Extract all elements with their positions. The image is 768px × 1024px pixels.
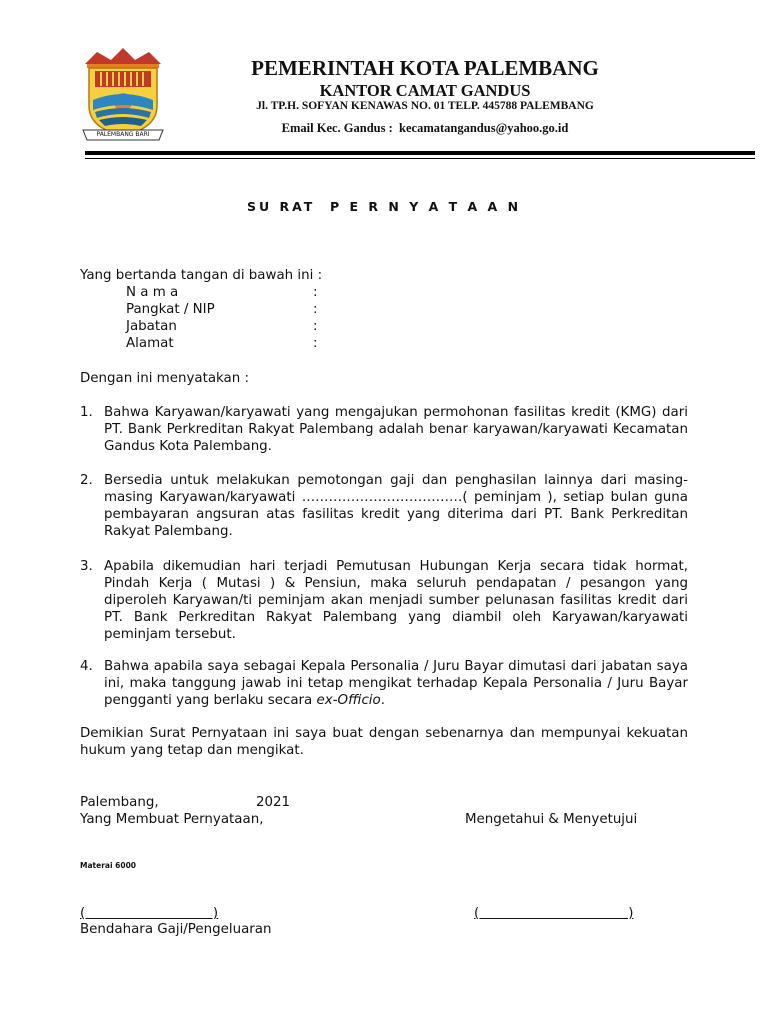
signature-right: ( ): [474, 906, 634, 921]
item-number: 1.: [80, 405, 93, 420]
field-pangkat-colon: :: [313, 302, 318, 317]
item-number: 2.: [80, 473, 93, 488]
approver-label: Mengetahui & Menyetujui: [465, 812, 638, 827]
item-text-main: Bahwa apabila saya sebagai Kepala Personalia / Juru Bayar dimutasi dari jabatan saya ini, maka tanggung jawab ini tetap mengikat terhadap Kepala Personalia / Juru Bayar pengganti yang berlaku secara: [104, 659, 688, 708]
letterhead-address: Jl. TP.H. SOFYAN KENAWAS NO. 01 TELP. 445788 PALEMBANG: [256, 100, 594, 112]
place-text: Palembang,: [80, 795, 159, 810]
declare-text: Dengan ini menyatakan :: [80, 371, 250, 386]
email-address: kecamatangandus@yahoo.go.id: [399, 121, 569, 135]
signature-left: ( ): [80, 906, 219, 921]
field-pangkat-label: Pangkat / NIP: [126, 302, 215, 317]
letterhead-government: PEMERINTAH KOTA PALEMBANG: [251, 56, 599, 80]
field-nama-colon: :: [313, 285, 318, 300]
item-text: Apabila dikemudian hari terjadi Pemutusan Hubungan Kerja secara tidak hormat, Pindah Kerja ( Mutasi ) & Pensiun, maka seluruh pendapatan / pesangon yang diperoleh Karyawan/ti peminjam akan menjadi sumber pelunasan fasilitas kredit dari PT. Bank Perkreditan Rakyat Palembang yang diambil oleh Karyawan/karyawati peminjam tersebut.: [104, 559, 688, 642]
item-text: [104, 658, 688, 709]
stamp-label: Materai 6000: [80, 861, 137, 870]
field-nama-label: N a m a: [126, 285, 179, 300]
item-text-end: .: [380, 693, 385, 708]
letterhead-office: KANTOR CAMAT GANDUS: [319, 81, 531, 100]
field-alamat-label: Alamat: [126, 336, 174, 351]
palembang-emblem-icon: [77, 44, 169, 144]
city-emblem: [77, 44, 169, 144]
letterhead-rule-thick: [85, 151, 755, 155]
item-text-italic: ex-Officio: [316, 693, 381, 708]
item-number: 3.: [80, 559, 93, 574]
letterhead-email: [190, 121, 660, 136]
item-text: Bahwa Karyawan/karyawati yang mengajukan permohonan fasilitas kredit (KMG) dari PT. Bank Perkreditan Rakyat Palembang adalah benar karyawan/karyawati Kecamatan Gandus Kota Palembang.: [104, 405, 688, 454]
field-jabatan-colon: :: [313, 319, 318, 334]
document-title: SU RAT P E R N Y A T A A N: [246, 199, 522, 214]
letterhead-rule-thin: [85, 158, 755, 159]
closing-text: Demikian Surat Pernyataan ini saya buat dengan sebenarnya dan mempunyai kekuatan hukum yang tetap dan mengikat.: [80, 726, 688, 758]
intro-text: Yang bertanda tangan di bawah ini :: [80, 268, 323, 283]
email-label: Email Kec. Gandus :: [281, 121, 393, 135]
item-text: Bersedia untuk melakukan pemotongan gaji dan penghasilan lainnya dari masing-masing Karyawan/karyawati ………………………………( peminjam ), setiap bulan guna pembayaran angsuran atas fasilitas kredit yang diterima dari PT. Bank Perkreditan Rakyat Palembang.: [104, 473, 688, 539]
year-text: 2021: [256, 795, 291, 810]
item-number: 4.: [80, 659, 93, 674]
emblem-ribbon-text: PALEMBANG BARI: [96, 131, 150, 138]
signature-left-role: Bendahara Gaji/Pengeluaran: [80, 922, 272, 937]
maker-label: Yang Membuat Pernyataan,: [80, 812, 264, 827]
field-jabatan-label: Jabatan: [126, 319, 177, 334]
field-alamat-colon: :: [313, 336, 318, 351]
